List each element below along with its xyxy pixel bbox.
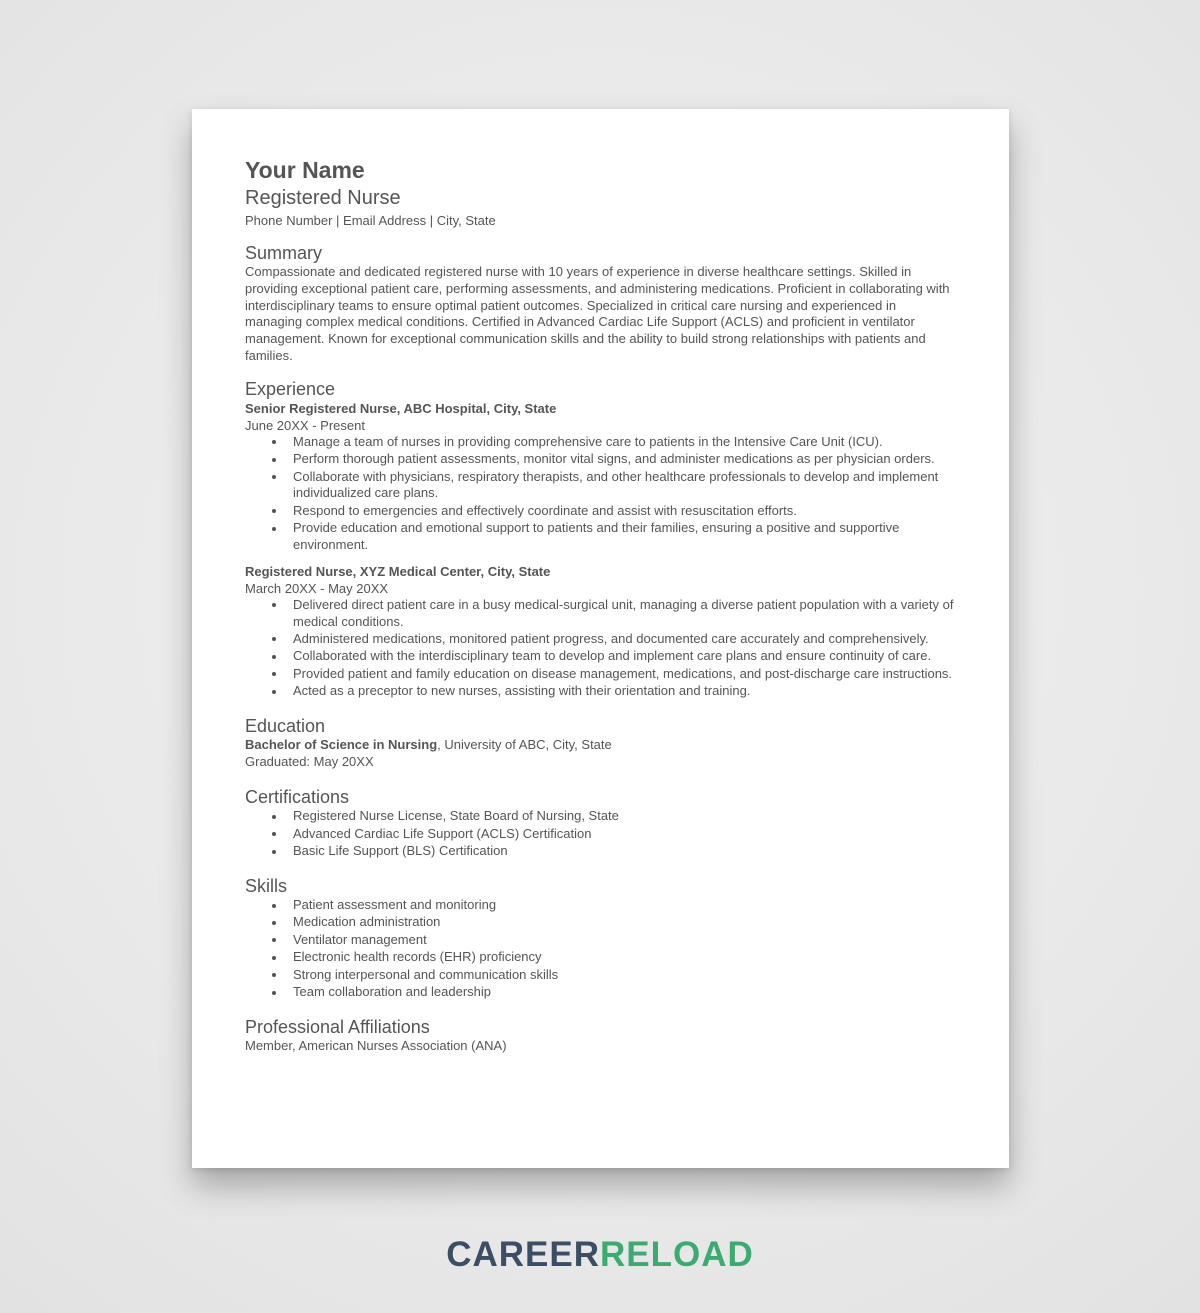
job-entry xyxy=(245,400,956,554)
job-bullet: Perform thorough patient assessments, monitor vital signs, and administer medications as per physician orders. xyxy=(293,451,956,468)
certification-item: Registered Nurse License, State Board of Nursing, State xyxy=(293,808,956,825)
job-bullet: Administered medications, monitored patient progress, and documented care accurately and comprehensively. xyxy=(293,631,956,648)
job-bullet: Collaborate with physicians, respiratory therapists, and other healthcare professionals to develop and implement individualized care plans. xyxy=(293,469,956,503)
logo-text-career: CAREER xyxy=(446,1235,600,1274)
skills-heading: Skills xyxy=(245,876,288,897)
job-bullet: Delivered direct patient care in a busy medical-surgical unit, managing a diverse patient population with a variety of medical conditions. xyxy=(293,597,956,631)
graduation-date: Graduated: May 20XX xyxy=(245,753,374,769)
careerreload-logo xyxy=(0,1235,1200,1275)
job-bullet: Manage a team of nurses in providing comprehensive care to patients in the Intensive Care Unit (ICU). xyxy=(293,434,956,451)
certification-item: Basic Life Support (BLS) Certification xyxy=(293,843,956,860)
certifications-heading: Certifications xyxy=(245,787,350,808)
contact-line: Phone Number | Email Address | City, State xyxy=(245,213,496,228)
job-bullet: Respond to emergencies and effectively coordinate and assist with resuscitation efforts. xyxy=(293,503,956,520)
summary-text: Compassionate and dedicated registered nurse with 10 years of experience in diverse healthcare settings. Skilled in providing exceptional patient care, performing assessments, and administering medications. Proficient in collaborating with interdisciplinary teams to ensure optimal patient outcomes. Specialized in critical care nursing and experienced in managing complex medical conditions. Certified in Advanced Cardiac Life Support (ACLS) and proficient in ventilator management. Known for exceptional communication skills and the ability to build strong relationships with patients and families. xyxy=(245,264,950,363)
resume-role: Registered Nurse xyxy=(245,187,401,209)
skill-item: Electronic health records (EHR) proficiency xyxy=(293,949,956,966)
job-bullets xyxy=(245,597,956,700)
job-bullet: Collaborated with the interdisciplinary team to develop and implement care plans and ensure continuity of care. xyxy=(293,648,956,665)
affiliations-text: Member, American Nurses Association (ANA) xyxy=(245,1037,507,1053)
experience-heading: Experience xyxy=(245,378,336,399)
degree-name: Bachelor of Science in Nursing xyxy=(245,736,438,752)
resume-page xyxy=(192,109,1009,1168)
skill-item: Medication administration xyxy=(293,914,956,931)
job-entry xyxy=(245,563,956,700)
job-bullet: Acted as a preceptor to new nurses, assisting with their orientation and training. xyxy=(293,683,956,700)
job-bullet: Provided patient and family education on disease management, medications, and post-discharge care instructions. xyxy=(293,666,956,683)
skill-item: Team collaboration and leadership xyxy=(293,984,956,1001)
job-bullets xyxy=(245,434,956,554)
school-name: , University of ABC, City, State xyxy=(437,736,612,752)
skills-list xyxy=(245,897,956,1001)
education-heading: Education xyxy=(245,715,326,736)
skill-item: Patient assessment and monitoring xyxy=(293,897,956,914)
skill-item: Strong interpersonal and communication skills xyxy=(293,967,956,984)
affiliations-heading: Professional Affiliations xyxy=(245,1016,430,1037)
job-title: Registered Nurse, XYZ Medical Center, City, State xyxy=(245,563,551,579)
job-date: June 20XX - Present xyxy=(245,417,365,433)
education-line xyxy=(245,737,956,754)
job-bullet: Provide education and emotional support to patients and their families, ensuring a positive and supportive environment. xyxy=(293,520,956,554)
logo-text-reload: RELOAD xyxy=(600,1235,754,1274)
resume-name: Your Name xyxy=(245,157,365,183)
job-date: March 20XX - May 20XX xyxy=(245,580,389,596)
certification-item: Advanced Cardiac Life Support (ACLS) Certification xyxy=(293,826,956,843)
skill-item: Ventilator management xyxy=(293,932,956,949)
summary-heading: Summary xyxy=(245,243,323,263)
job-title: Senior Registered Nurse, ABC Hospital, City, State xyxy=(245,400,557,416)
certifications-list xyxy=(245,808,956,860)
